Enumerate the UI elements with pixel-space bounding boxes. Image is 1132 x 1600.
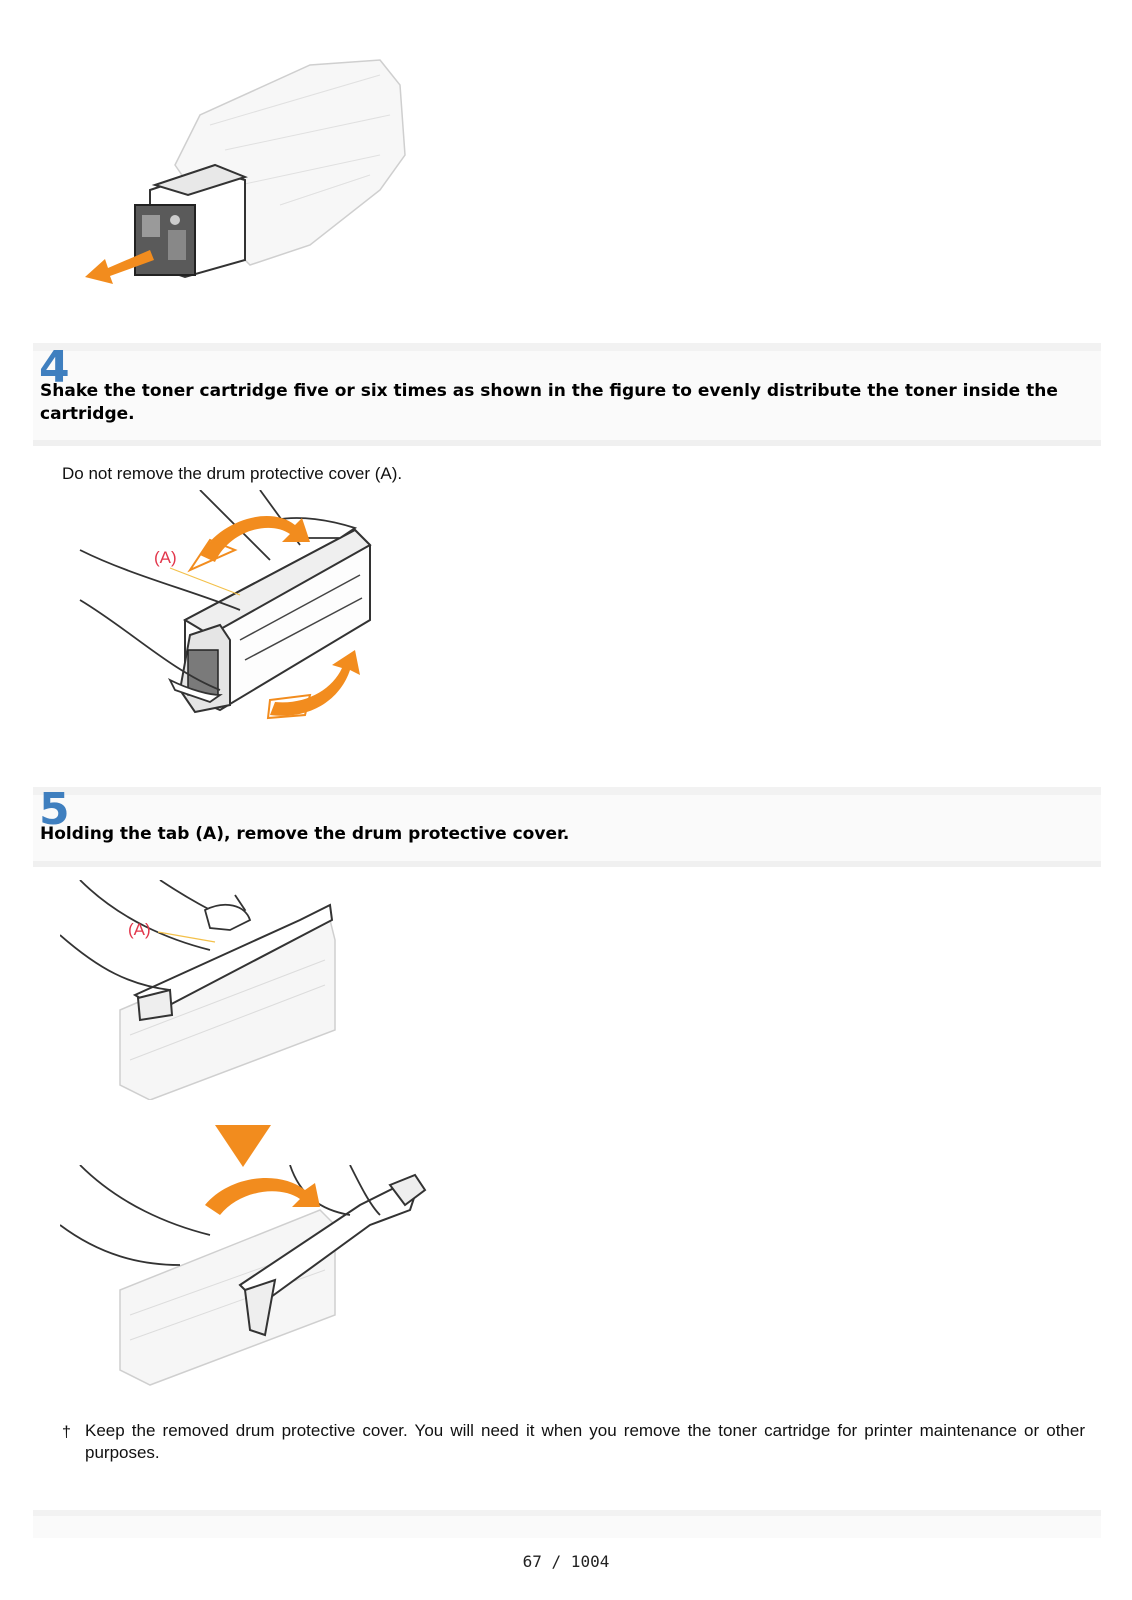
illustration-remove-cover [60,1165,430,1390]
footer-bar [33,1510,1101,1538]
step-number: 5 [39,784,69,835]
illustration-shake-cartridge [70,490,400,740]
step-5-header [33,784,1101,867]
step-number: 4 [39,342,69,393]
illustration-hold-tab [60,880,360,1100]
step-title: Holding the tab (A), remove the drum protective cover. [40,824,570,844]
callout-label-a: (A) [154,548,177,567]
step-note: Do not remove the drum protective cover (A). [62,464,403,483]
tip-text: Keep the removed drum protective cover. You will need it when you remove the toner cartridge for printer maintenance or other purposes. [85,1421,1085,1462]
callout-label-a: (A) [128,920,151,939]
step-4-header [33,343,1101,446]
step-title: Shake the toner cartridge five or six times as shown in the figure to evenly distribute the toner inside the cartridge. [40,381,1058,424]
page-number: 67 / 1004 [522,1552,610,1571]
tip-bullet-icon: † [62,1424,71,1441]
illustration-remove-from-bag [80,55,420,295]
